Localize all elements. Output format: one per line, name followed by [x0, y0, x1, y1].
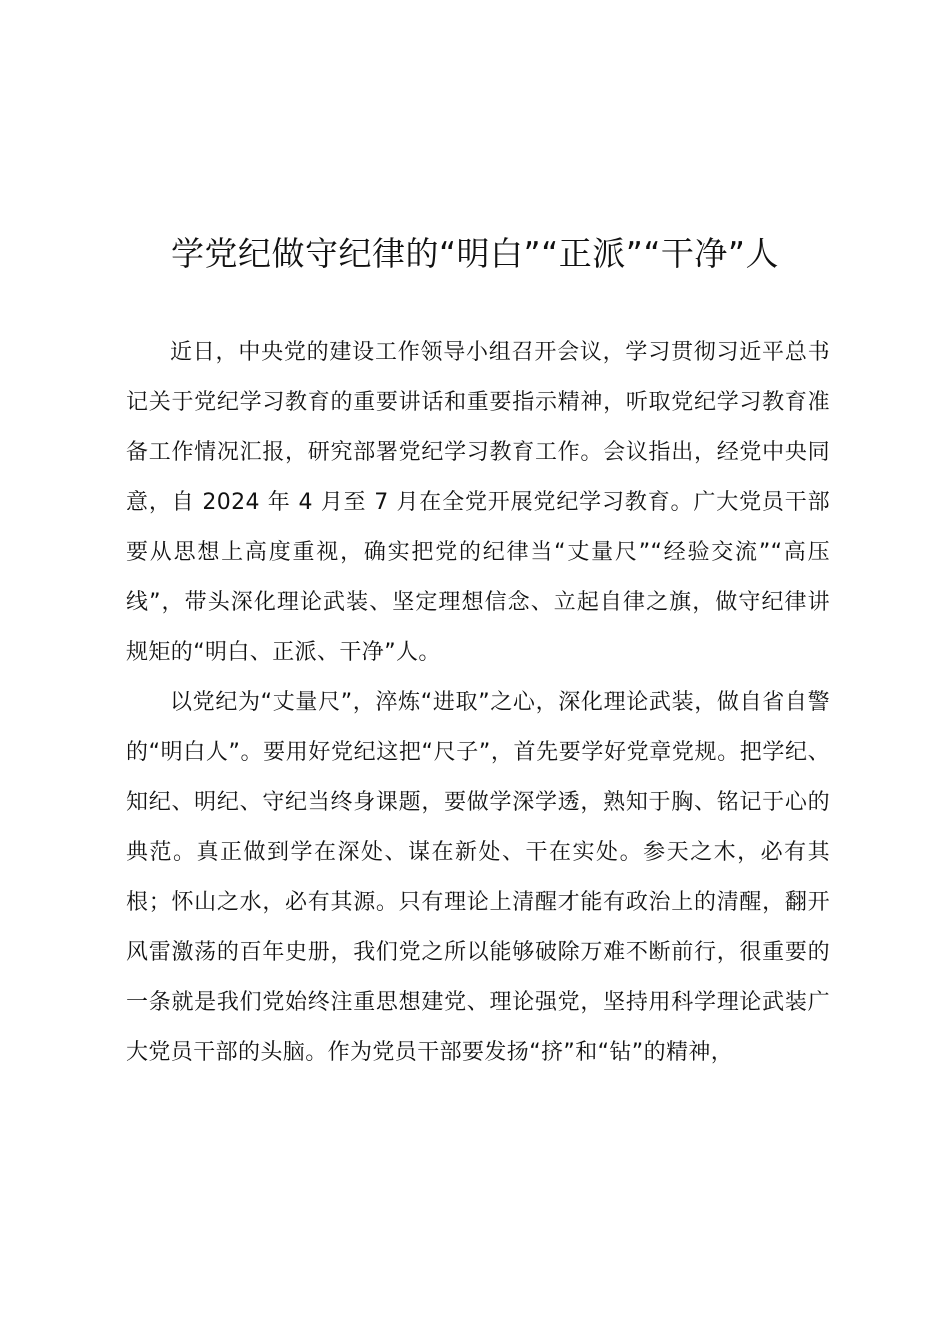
paragraph-2: 以党纪为“丈量尺”，淬炼“进取”之心，深化理论武装，做自省自警的“明白人”。要用好党纪这把“尺子”，首先要学好党章党规。把学纪、知纪、明纪、守纪当终身课题，要做学深学透，熟知于胸、铭记于心的典范。真正做到学在深处、谋在新处、干在实处。参天之木，必有其根；怀山之水，必有其源。只有理论上清醒才能有政治上的清醒，翻开风雷激荡的百年史册，我们党之所以能够破除万难不断前行，很重要的一条就是我们党始终注重思想建党、理论强党，坚持用科学理论武装广大党员干部的头脑。作为党员干部要发扬“挤”和“钻”的精神，	[126, 690, 830, 1065]
paragraph-1: 近日，中央党的建设工作领导小组召开会议，学习贯彻习近平总书记关于党纪学习教育的重要讲话和重要指示精神，听取党纪学习教育准备工作情况汇报，研究部署党纪学习教育工作。会议指出，经党中央同意，自 2024 年 4 月至 7 月在全党开展党纪学习教育。广大党员干部要从思想上高度重视，确实把党的纪律当“丈量尺”“经验交流”“高压线”，带头深化理论武装、坚定理想信念、立起自律之旗，做守纪律讲规矩的“明白、正派、干净”人。	[126, 340, 830, 665]
document-title: 学党纪做守纪律的“明白”“正派”“干净”人	[170, 234, 780, 273]
document-body	[126, 328, 830, 1078]
